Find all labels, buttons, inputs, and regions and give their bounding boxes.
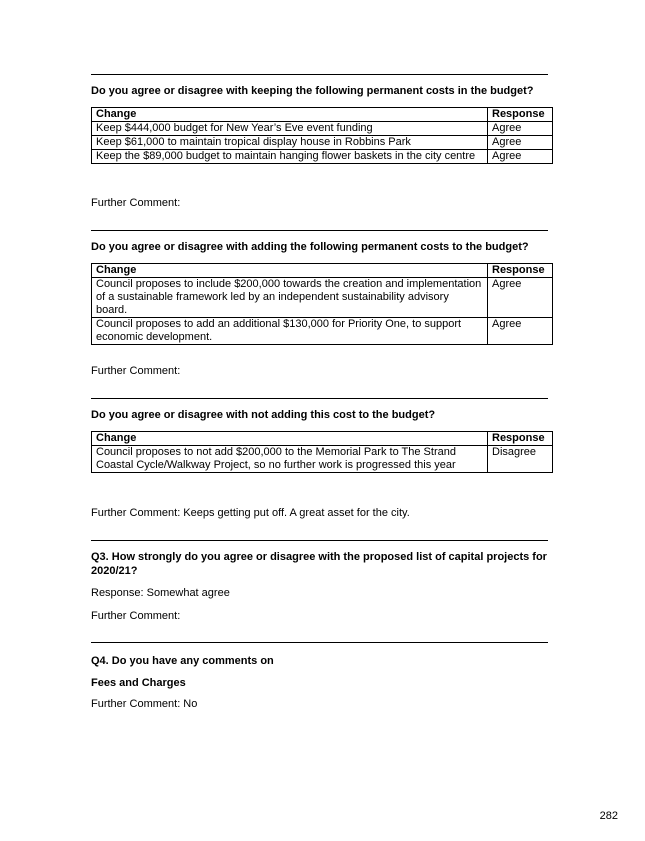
response-header: Response — [488, 432, 553, 446]
section3-table — [91, 431, 553, 473]
section1-table — [91, 107, 553, 164]
table-row — [92, 122, 553, 136]
q4-question: Q4. Do you have any comments on — [91, 655, 274, 667]
divider — [91, 642, 548, 643]
response-header: Response — [488, 108, 553, 122]
divider — [91, 230, 548, 231]
table-header-row — [92, 108, 553, 122]
section2-table — [91, 263, 553, 345]
section2-question: Do you agree or disagree with adding the following permanent costs to the budget? — [91, 241, 529, 253]
table-row — [92, 150, 553, 164]
divider — [91, 398, 548, 399]
table-header-row — [92, 264, 553, 278]
q4-subheading: Fees and Charges — [91, 677, 186, 689]
table-row — [92, 278, 553, 318]
change-header: Change — [92, 264, 488, 278]
change-cell: Keep $444,000 budget for New Year’s Eve event funding — [92, 122, 488, 136]
change-header: Change — [92, 432, 488, 446]
section3-question: Do you agree or disagree with not adding this cost to the budget? — [91, 409, 436, 421]
q3-response: Response: Somewhat agree — [91, 587, 230, 599]
table-row — [92, 446, 553, 473]
q4-comment: Further Comment: No — [91, 698, 198, 710]
divider — [91, 74, 548, 75]
section1-comment: Further Comment: — [91, 197, 181, 209]
change-cell: Keep $61,000 to maintain tropical display house in Robbins Park — [92, 136, 488, 150]
table-row — [92, 318, 553, 345]
change-cell: Council proposes to not add $200,000 to the Memorial Park to The Strand Coastal Cycle/Walkway Project, so no further work is progressed this year — [92, 446, 488, 473]
q3-comment: Further Comment: — [91, 610, 181, 622]
response-cell: Agree — [488, 318, 553, 345]
change-header: Change — [92, 108, 488, 122]
change-cell: Keep the $89,000 budget to maintain hanging flower baskets in the city centre — [92, 150, 488, 164]
response-header: Response — [488, 264, 553, 278]
table-row — [92, 136, 553, 150]
q3-question: Q3. How strongly do you agree or disagree with the proposed list of capital projects for 2020/21? — [91, 551, 547, 577]
response-cell: Agree — [488, 136, 553, 150]
section1-question: Do you agree or disagree with keeping the following permanent costs in the budget? — [91, 85, 534, 97]
response-cell: Agree — [488, 150, 553, 164]
section2-comment: Further Comment: — [91, 365, 181, 377]
response-cell: Agree — [488, 278, 553, 318]
response-cell: Agree — [488, 122, 553, 136]
divider — [91, 540, 548, 541]
change-cell: Council proposes to include $200,000 towards the creation and implementation of a sustainable framework led by an independent sustainability advisory board. — [92, 278, 488, 318]
table-header-row — [92, 432, 553, 446]
section3-comment: Further Comment: Keeps getting put off. A great asset for the city. — [91, 507, 410, 519]
page-number: 282 — [599, 810, 618, 822]
change-cell: Council proposes to add an additional $130,000 for Priority One, to support economic development. — [92, 318, 488, 345]
response-cell: Disagree — [488, 446, 553, 473]
